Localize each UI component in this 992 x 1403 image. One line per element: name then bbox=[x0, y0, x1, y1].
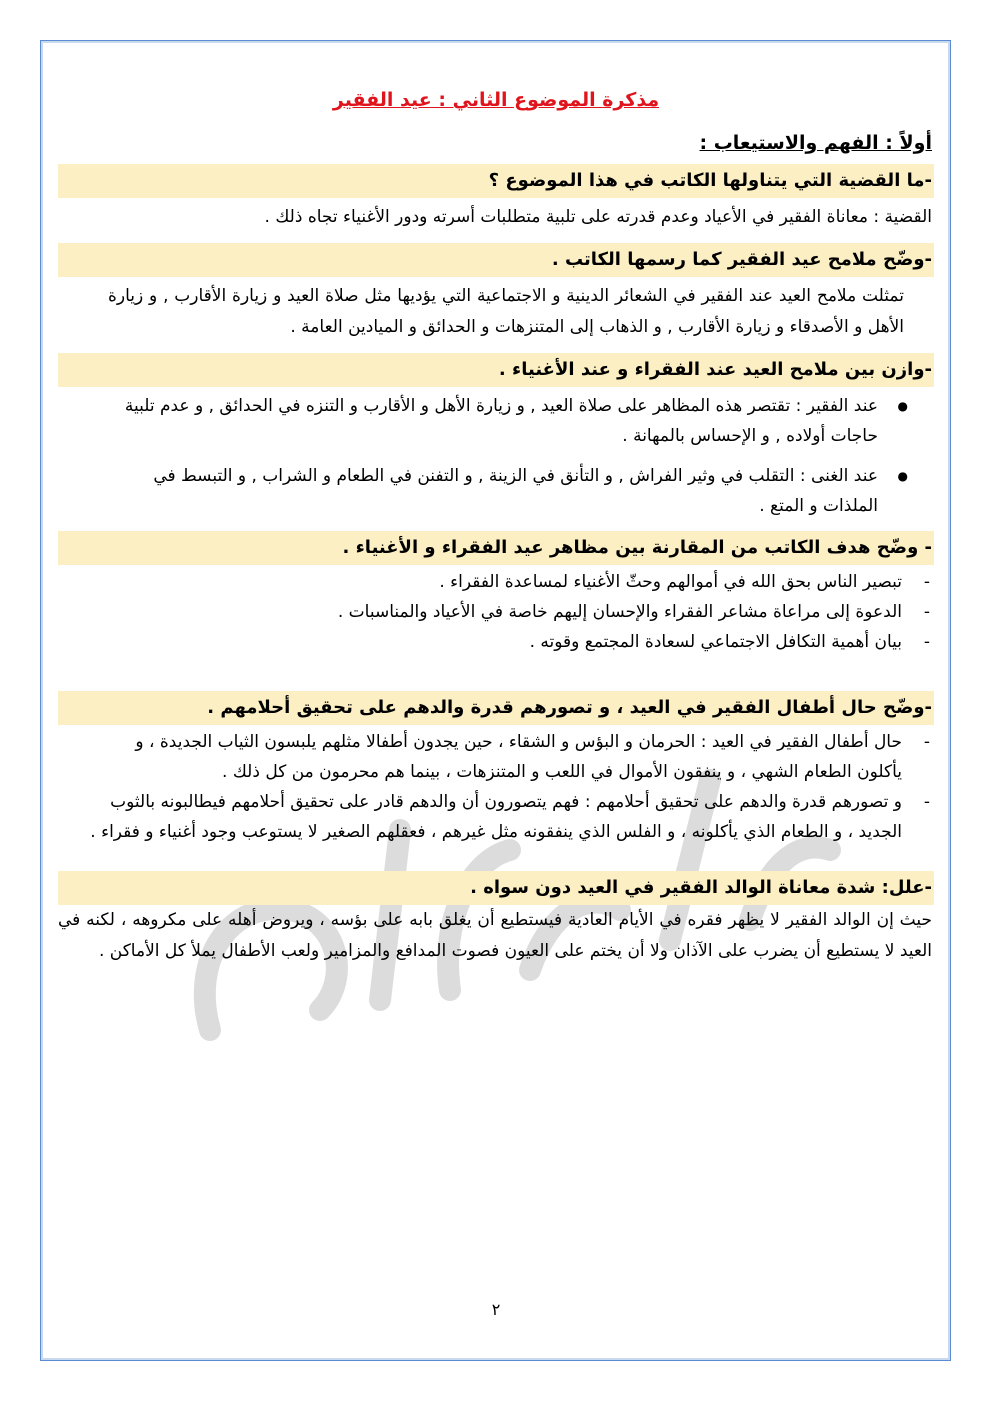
document-body bbox=[58, 80, 934, 971]
question-2: -وضّح ملامح عيد الفقير كما رسمها الكاتب . bbox=[58, 243, 934, 277]
answer-6: حيث إن الوالد الفقير لا يظهر فقره في الأيام العادية فيستطيع أن يغلق بابه على بؤسه ، ويروض أهله على مكروهه ، لكنه في العيد لا يستطيع أن يضرب على الآذان ولا أن يختم على العيون فصوت المدافع والمزامير ولعب الأطفال يملأ كل الأماكن . bbox=[58, 910, 932, 961]
children-list bbox=[58, 727, 934, 847]
list-item: - بيان أهمية التكافل الاجتماعي لسعادة المجتمع وقوته . bbox=[58, 627, 902, 657]
answer-1: القضية : معاناة الفقير في الأعياد وعدم قدرته على تلبية متطلبات أسرته ودور الأغنياء تجاه ذلك . bbox=[264, 207, 932, 227]
question-4: - وضّح هدف الكاتب من المقارنة بين مظاهر عيد الفقراء و الأغنياء . bbox=[58, 531, 934, 565]
page-title: مذكرة الموضوع الثاني : عيد الفقير bbox=[332, 89, 660, 111]
answer-2: تمثلت ملامح العيد عند الفقير في الشعائر الدينية و الاجتماعية التي يؤديها مثل صلاة العيد و زيارة الأقارب , و زيارة الأهل و الأصدقاء و زيارة الأقارب , و الذهاب إلى المتنزهات و الحدائق و الميادين العامة . bbox=[108, 286, 904, 337]
comparison-list bbox=[58, 391, 934, 521]
question-3: -وازن بين ملامح العيد عند الفقراء و عند الأغنياء . bbox=[58, 353, 934, 387]
list-item: - تبصير الناس بحق الله في أموالهم وحثّ الأغنياء لمساعدة الفقراء . bbox=[58, 567, 902, 597]
section-heading: أولاً : الفهم والاستيعاب : bbox=[699, 132, 932, 154]
list-item: - الدعوة إلى مراعاة مشاعر الفقراء والإحسان إليهم خاصة في الأعياد والمناسبات . bbox=[58, 597, 902, 627]
list-item: ● عند الغنى : التقلب في وثير الفراش , و التأنق في الزينة , و التفنن في الطعام و الشراب , و التبسط في الملذات و المتع . bbox=[108, 461, 878, 521]
question-1: -ما القضية التي يتناولها الكاتب في هذا الموضوع ؟ bbox=[58, 164, 934, 198]
question-6: -علل: شدة معاناة الوالد الفقير في العيد دون سواه . bbox=[58, 871, 934, 905]
goals-list bbox=[58, 567, 934, 657]
list-item: - و تصورهم قدرة والدهم على تحقيق أحلامهم : فهم يتصورون أن والدهم قادر على تحقيق أحلامهم فيطالبونه بالثوب الجديد ، و الطعام الذي يأكلونه ، و الفلس الذي ينفقونه مثل غيرهم ، فعقلهم الصغير لا يستوعب وجود أغنياء و فقراء . bbox=[88, 787, 902, 847]
list-item: - حال أطفال الفقير في العيد : الحرمان و البؤس و الشقاء ، حين يجدون أطفالا مثلهم يلبسون الثياب الجديدة ، و يأكلون الطعام الشهي ، و ينفقون الأموال في اللعب و المتنزهات ، بينما هم محرمون من كل ذلك . bbox=[88, 727, 902, 787]
list-item: ● عند الفقير : تقتصر هذه المظاهر على صلاة العيد , و زيارة الأهل و الأقارب و التنزه في الحدائق , و عدم تلبية حاجات أولاده , و الإحساس بالمهانة . bbox=[108, 391, 878, 451]
question-5: -وضّح حال أطفال الفقير في العيد ، و تصورهم قدرة والدهم على تحقيق أحلامهم . bbox=[58, 691, 934, 725]
page-number: ٢ bbox=[491, 1300, 501, 1319]
